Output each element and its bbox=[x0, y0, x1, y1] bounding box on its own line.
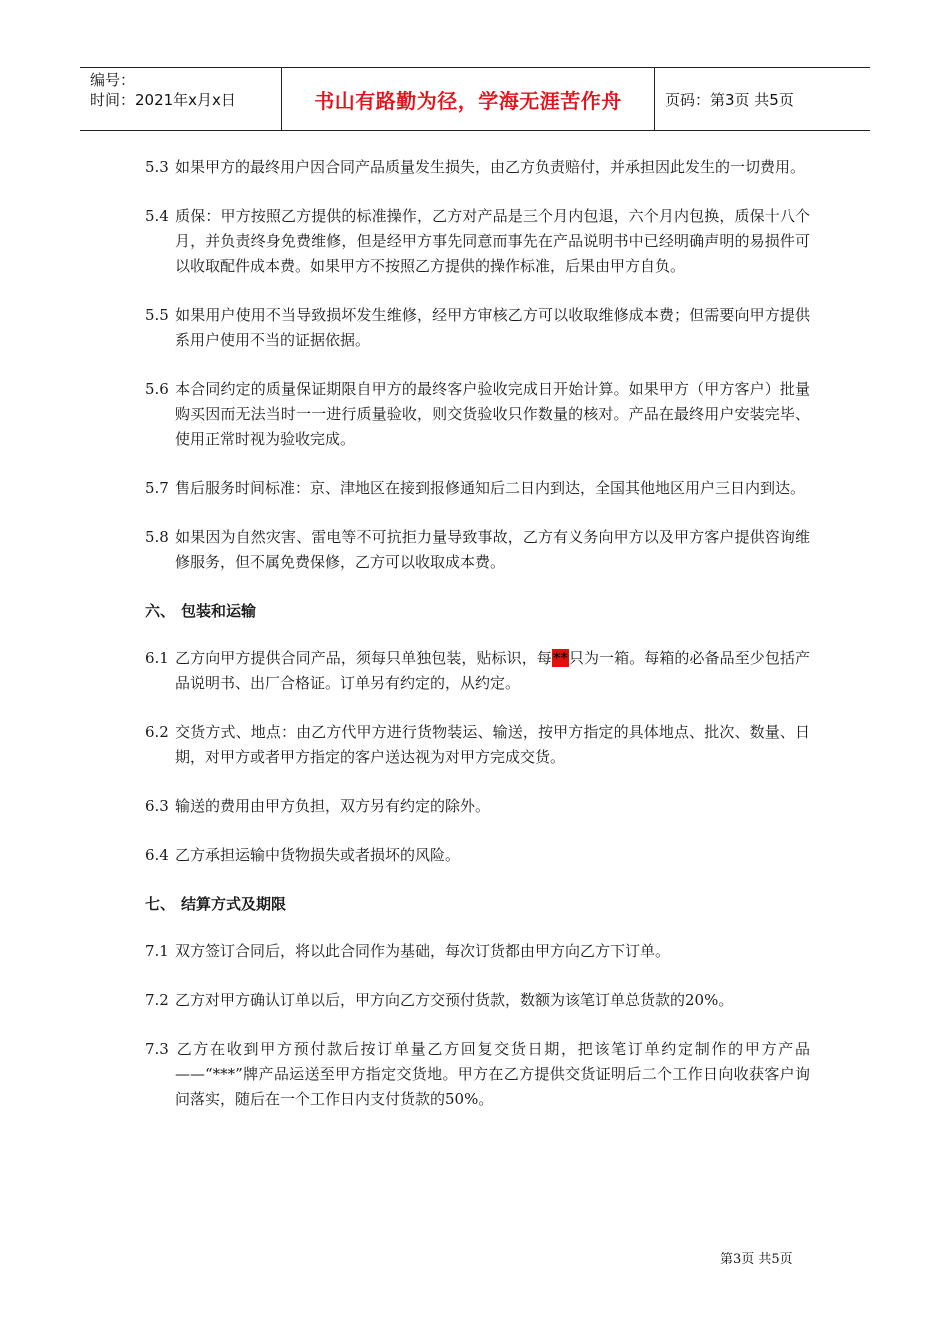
clause-6-4 bbox=[145, 843, 810, 868]
clause-number: 6.4 bbox=[145, 846, 169, 864]
clause-5-7 bbox=[145, 476, 810, 501]
clause-7-1 bbox=[145, 939, 810, 964]
section-heading: 包装和运输 bbox=[181, 602, 257, 620]
page-footer: 第3页 共5页 bbox=[720, 1252, 793, 1267]
clause-text: 售后服务时间标准：京、津地区在接到报修通知后二日内到达，全国其他地区用户三日内到达。 bbox=[175, 479, 806, 497]
clause-number: 7.1 bbox=[145, 942, 169, 960]
section-title-settlement bbox=[145, 892, 810, 917]
clause-5-8 bbox=[145, 525, 810, 575]
clause-5-6 bbox=[145, 377, 810, 452]
clause-number: 6.2 bbox=[145, 723, 169, 741]
header-page-info: 页码：第3页 共5页 bbox=[665, 90, 794, 109]
clause-text: 本合同约定的质量保证期限自甲方的最终客户验收完成日开始计算。如果甲方（甲方客户）批量购买因而无法当时一一进行质量验收，则交货验收只作数量的核对。产品在最终用户安装完毕、使用正常时视为验收完成。 bbox=[175, 380, 810, 448]
clause-text: 乙方在收到甲方预付款后按订单量乙方回复交货日期，把该笔订单约定制作的甲方产品——“***”牌产品运送至甲方指定交货地。甲方在乙方提供交货证明后二个工作日向收获客户询问落实，随后在一个工作日内支付货款的50%。 bbox=[175, 1040, 810, 1108]
clause-number: 7.3 bbox=[145, 1040, 169, 1058]
header-meta bbox=[80, 68, 281, 130]
clause-text: 如果甲方的最终用户因合同产品质量发生损失，由乙方负责赔付，并承担因此发生的一切费用。 bbox=[175, 158, 806, 176]
clause-7-3 bbox=[145, 1037, 810, 1112]
clause-number: 5.5 bbox=[145, 306, 169, 324]
clause-6-1 bbox=[145, 646, 810, 696]
clause-text: 双方签订合同后，将以此合同作为基础，每次订货都由甲方向乙方下订单。 bbox=[175, 942, 671, 960]
section-number: 六、 bbox=[145, 602, 176, 620]
clause-number: 7.2 bbox=[145, 991, 169, 1009]
clause-number: 5.4 bbox=[145, 207, 169, 225]
document-time-label: 时间：2021年x月x日 bbox=[90, 91, 236, 109]
clause-5-3 bbox=[145, 155, 810, 180]
clause-6-2 bbox=[145, 720, 810, 770]
clause-text: 交货方式、地点：由乙方代甲方进行货物装运、输送，按甲方指定的具体地点、批次、数量、日期，对甲方或者甲方指定的客户送达视为对甲方完成交货。 bbox=[175, 723, 810, 766]
clause-text: 乙方对甲方确认订单以后，甲方向乙方交预付货款，数额为该笔订单总货款的20%。 bbox=[175, 991, 734, 1009]
section-title-packaging bbox=[145, 599, 810, 624]
section-number: 七、 bbox=[145, 895, 176, 913]
clause-number: 6.3 bbox=[145, 797, 169, 815]
clause-number: 5.6 bbox=[145, 380, 169, 398]
document-number-label: 编号： bbox=[90, 71, 136, 89]
redacted-mark: ** bbox=[552, 649, 568, 667]
clause-text: 如果因为自然灾害、雷电等不可抗拒力量导致事故，乙方有义务向甲方以及甲方客户提供咨询维修服务，但不属免费保修，乙方可以收取成本费。 bbox=[175, 528, 810, 571]
clause-5-5 bbox=[145, 303, 810, 353]
header-motto-cell bbox=[281, 68, 655, 130]
clause-number: 5.7 bbox=[145, 479, 169, 497]
clause-6-3 bbox=[145, 794, 810, 819]
clause-text-continued: 只为一箱。每箱的必备品至少包括产品说明书、出厂合格证。订单另有约定的，从约定。 bbox=[175, 649, 810, 692]
clause-5-4 bbox=[145, 204, 810, 279]
header-page-info-cell bbox=[655, 68, 870, 130]
header-motto: 书山有路勤为径，学海无涯苦作舟 bbox=[314, 88, 622, 113]
clause-text: 输送的费用由甲方负担，双方另有约定的除外。 bbox=[175, 797, 491, 815]
section-heading: 结算方式及期限 bbox=[181, 895, 287, 913]
clause-text: 质保：甲方按照乙方提供的标准操作，乙方对产品是三个月内包退，六个月内包换，质保十八个月，并负责终身免费维修，但是经甲方事先同意而事先在产品说明书中已经明确声明的易损件可以收取配件成本费。如果甲方不按照乙方提供的操作标准，后果由甲方自负。 bbox=[175, 207, 810, 275]
clause-number: 5.3 bbox=[145, 158, 169, 176]
clause-number: 6.1 bbox=[145, 649, 169, 667]
clause-number: 5.8 bbox=[145, 528, 169, 546]
clause-text: 如果用户使用不当导致损坏发生维修，经甲方审核乙方可以收取维修成本费；但需要向甲方提供系用户使用不当的证据依据。 bbox=[175, 306, 810, 349]
header-table bbox=[80, 67, 870, 131]
clause-7-2 bbox=[145, 988, 810, 1013]
clause-text: 乙方向甲方提供合同产品，须每只单独包装，贴标识，每 bbox=[175, 649, 552, 667]
clause-text: 乙方承担运输中货物损失或者损坏的风险。 bbox=[175, 846, 461, 864]
document-body bbox=[145, 155, 810, 1136]
